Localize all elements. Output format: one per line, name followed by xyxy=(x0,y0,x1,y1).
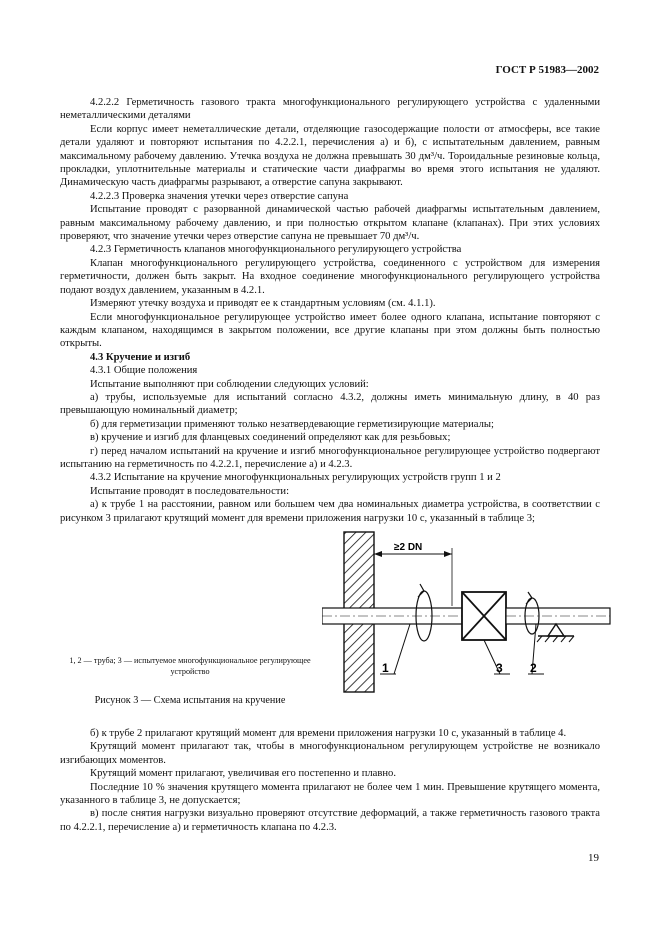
label-2: 2 xyxy=(530,661,537,675)
label-3: 3 xyxy=(496,661,503,675)
paragraph: Крутящий момент прилагают так, чтобы в многофункциональном регулирующем устройстве не возникало изгибающих моментов. xyxy=(60,741,600,766)
list-item: б) для герметизации применяют только незатвердевающие герметизирующие материалы; xyxy=(90,418,494,430)
heading-4-2-2-2: 4.2.2.2 Герметичность газового тракта многофункционального регулирующего устройства с удаленными неметаллическими деталями xyxy=(60,97,600,122)
label-1: 1 xyxy=(382,661,389,675)
figure-3 xyxy=(60,526,600,704)
main-text xyxy=(60,96,600,704)
paragraph: Испытание проводят в последовательности: xyxy=(90,485,290,497)
list-item: в) после снятия нагрузки визуально проверяют отсутствие деформаций, а также герметичность газового тракта по 4.2.2.1, перечисление а) и герметичность клапана по 4.2.3. xyxy=(60,808,600,833)
heading-4-3-2: 4.3.2 Испытание на кручение многофункциональных регулирующих устройств групп 1 и 2 xyxy=(90,472,501,484)
list-item: а) трубы, используемые для испытаний согласно 4.3.2, должны иметь минимальную длину, в 40 раз превышающую номинальный диаметр; xyxy=(60,391,600,417)
document-code: ГОСТ Р 51983—2002 xyxy=(495,64,599,76)
paragraph: Крутящий момент прилагают, увеличивая его постепенно и плавно. xyxy=(90,768,396,780)
torsion-test-diagram xyxy=(322,526,612,704)
heading-4-3-1: 4.3.1 Общие положения xyxy=(90,365,198,377)
list-item: б) к трубе 2 прилагают крутящий момент для времени приложения нагрузки 10 с, указанный в таблице 4. xyxy=(90,728,567,739)
list-item: а) к трубе 1 на расстоянии, равном или большем чем два номинальных диаметра устройства, в соответствии с рисунком 3 прилагают крутящий момент для времени приложения нагрузки 10 с, указанный в таблице 3; xyxy=(60,499,600,524)
main-text-continued xyxy=(60,727,600,834)
support-symbol xyxy=(548,624,564,636)
paragraph: Если многофункциональное регулирующее устройство имеет более одного клапана, испытание повторяют с каждым клапаном, находящимся в закрытом положении, все другие клапаны при этом должны быть полностью открыты. xyxy=(60,311,600,350)
dimension-label: ≥2 DN xyxy=(394,542,423,553)
page-number: 19 xyxy=(588,852,599,864)
heading-4-3: 4.3 Кручение и изгиб xyxy=(90,351,191,363)
paragraph: Испытание выполняют при соблюдении следующих условий: xyxy=(90,378,369,390)
list-item: г) перед началом испытаний на кручение и изгиб многофункциональное регулирующее устройство подвергают испытанию на герметичность по 4.2.2.1, перечисление а) и 4.2.3. xyxy=(60,445,600,470)
heading-4-2-2-3: 4.2.2.3 Проверка значения утечки через отверстие сапуна xyxy=(90,190,349,202)
figure-caption: Рисунок 3 — Схема испытания на кручение xyxy=(94,695,286,706)
paragraph: Измеряют утечку воздуха и приводят ее к стандартным условиям (см. 4.1.1). xyxy=(90,298,436,310)
paragraph: Клапан многофункционального регулирующего устройства, соединенного с устройством для измерения герметичности, должен быть закрыт. На входное соединение многофункционального регулирующего устройства подают воздух давлением, указанным в 4.2.1. xyxy=(60,257,600,296)
figure-legend: 1, 2 — труба; 3 — испытуемое многофункциональное регулирующее устройство xyxy=(69,656,311,676)
paragraph: Если корпус имеет неметаллические детали, отделяющие газосодержащие полости от атмосферы, все такие детали удаляют и повторяют испытания по 4.2.2.1, перечисления а) и б), с испытательным давлением, равным максимальному рабочему давлению. Утечка воздуха не должна превышать 30 дм³/ч. Тороидальные резиновые кольца, прокладки, уплотнительные материалы и статические части диафрагмы во время этого испытания не удаляют. Динамическую часть диафрагмы разрывают, а отверстие сапуна закрывают. xyxy=(60,123,600,189)
list-item: в) кручение и изгиб для фланцевых соединений определяют как для резьбовых; xyxy=(90,432,451,444)
heading-4-2-3: 4.2.3 Герметичность клапанов многофункционального регулирующего устройства xyxy=(90,244,462,256)
pipe-2 xyxy=(506,608,610,624)
paragraph: Испытание проводят с разорванной динамической частью рабочей диафрагмы испытательным давлением, равным максимальному рабочему давлению, и при полностью открытом клапане (клапанах). При этих условиях проверяют, что значение утечки через отверстие сапуна не превышает 70 дм³/ч. xyxy=(60,204,600,243)
paragraph: Последние 10 % значения крутящего момента прилагают не более чем 1 мин. Превышение крутящего момента, указанного в таблице 3, не допускается; xyxy=(60,781,600,807)
